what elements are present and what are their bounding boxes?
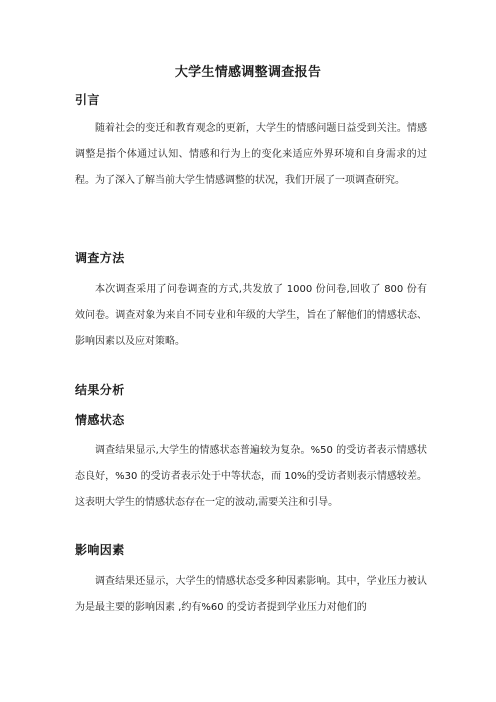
heading-results: 结果分析 [75, 383, 125, 397]
document-title: 大学生情感调整调查报告 [174, 65, 322, 80]
heading-emotion-state: 情感状态 [75, 413, 125, 427]
paragraph-factors: 调查结果还显示，大学生的情感状态受多种因素影响。其中，学业压力被认为是最主要的影响因素 ,约有%60 的受访者提到学业压力对他们的 [75, 576, 427, 613]
paragraph-intro: 随着社会的变迁和教育观念的更新，大学生的情感问题日益受到关注。情感调整是指个体通过认知、情感和行为上的变化来适应外界环境和自身需求的过程。为了深入了解当前大学生情感调整的状况，我们开展了一项调查研究。 [75, 123, 427, 186]
paragraph-method: 本次调查采用了问卷调查的方式,共发放了 1000 份问卷,回收了 800 份有效问卷。调查对象为来自不同专业和年级的大学生，旨在了解他们的情感状态、影响因素以及应对策略。 [75, 284, 427, 347]
heading-factors: 影响因素 [75, 543, 125, 557]
heading-method: 调查方法 [75, 251, 125, 265]
paragraph-emotion-state: 调查结果显示,大学生的情感状态普遍较为复杂。%50 的受访者表示情感状态良好，%30 的受访者表示处于中等状态，而 10%的受访者则表示情感较差。这表明大学生的情感状态存在一定的波动,需要关注和引导。 [75, 445, 427, 508]
heading-intro: 引言 [75, 93, 100, 107]
